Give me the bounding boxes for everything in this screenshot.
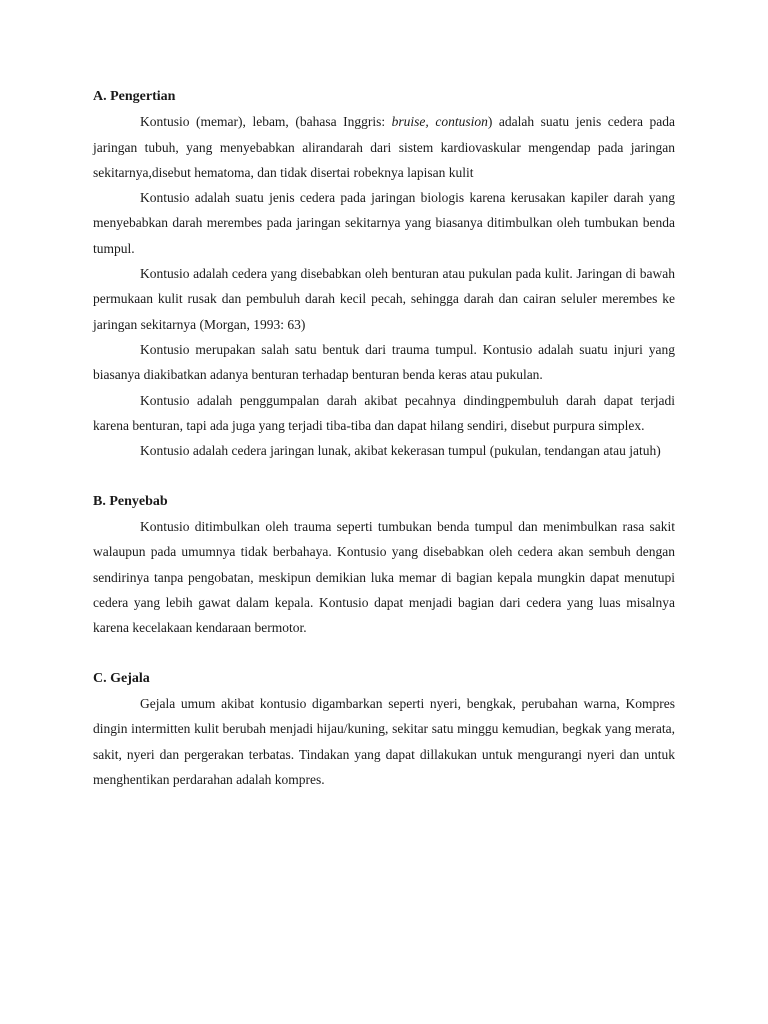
section-spacer — [93, 641, 675, 666]
section-heading: A. Pengertian — [93, 89, 176, 104]
paragraph-text: ) adalah suatu jenis cedera pada jaringan tubuh, yang menyebabkan alirandarah dari sistem kardiovaskular mengendap pada jaringan sekitarnya,disebut hematoma, dan tidak disertai robeknya lapisan kulit — [93, 114, 675, 180]
section-heading: C. Gejala — [93, 670, 150, 686]
paragraph-text: Kontusio (memar), lebam, (bahasa Inggris: — [140, 114, 392, 130]
paragraph — [93, 109, 675, 185]
paragraph: Kontusio adalah suatu jenis cedera pada jaringan biologis karena kerusakan kapiler darah yang menyebabkan darah merembes pada jaringan sekitarnya yang biasanya ditimbulkan oleh tumbukan benda tumpul. — [93, 190, 675, 256]
document-page — [93, 84, 675, 792]
italic-term: bruise, contusion — [391, 114, 488, 130]
section-penyebab — [93, 489, 675, 641]
paragraph: Kontusio adalah cedera jaringan lunak, akibat kekerasan tumpul (pukulan, tendangan atau jatuh) — [140, 443, 661, 459]
paragraph: Kontusio merupakan salah satu bentuk dari trauma tumpul. Kontusio adalah suatu injuri yang biasanya diakibatkan adanya benturan terhadap benturan benda keras atau pukulan. — [93, 341, 675, 383]
section-spacer — [93, 463, 675, 488]
paragraph: Kontusio adalah penggumpalan darah akibat pecahnya dindingpembuluh darah dapat terjadi karena benturan, tapi ada juga yang terjadi tiba-tiba dan dapat hilang sendiri, disebut purpura simplex. — [93, 392, 675, 433]
section-pengertian — [93, 84, 675, 463]
section-heading: B. Penyebab — [93, 493, 168, 509]
paragraph: Kontusio adalah cedera yang disebabkan oleh benturan atau pukulan pada kulit. Jaringan di bawah permukaan kulit rusak dan pembuluh darah kecil pecah, sehingga darah dan cairan seluler merembes ke jaringan sekitarnya (Morgan, 1993: 63) — [93, 266, 675, 332]
paragraph: Kontusio ditimbulkan oleh trauma seperti tumbukan benda tumpul dan menimbulkan rasa sakit walaupun pada umumnya tidak berbahaya. Kontusio yang disebabkan oleh cedera akan sembuh dengan sendirinya tanpa pengobatan, meskipun demikian luka memar di bagian kepala mungkin dapat menutupi cedera yang lebih gawat dalam kepala. Kontusio dapat menjadi bagian dari cedera yang luas misalnya karena kecelakaan kendaraan bermotor. — [93, 519, 675, 636]
paragraph: Gejala umum akibat kontusio digambarkan seperti nyeri, bengkak, perubahan warna, Kompres dingin intermitten kulit berubah menjadi hijau/kuning, sekitar satu minggu kemudian, begkak yang merata, sakit, nyeri dan pergerakan terbatas. Tindakan yang dapat dillakukan untuk mengurangi nyeri dan untuk menghentikan perdarahan adalah kompres. — [93, 696, 675, 788]
section-gejala — [93, 666, 675, 792]
